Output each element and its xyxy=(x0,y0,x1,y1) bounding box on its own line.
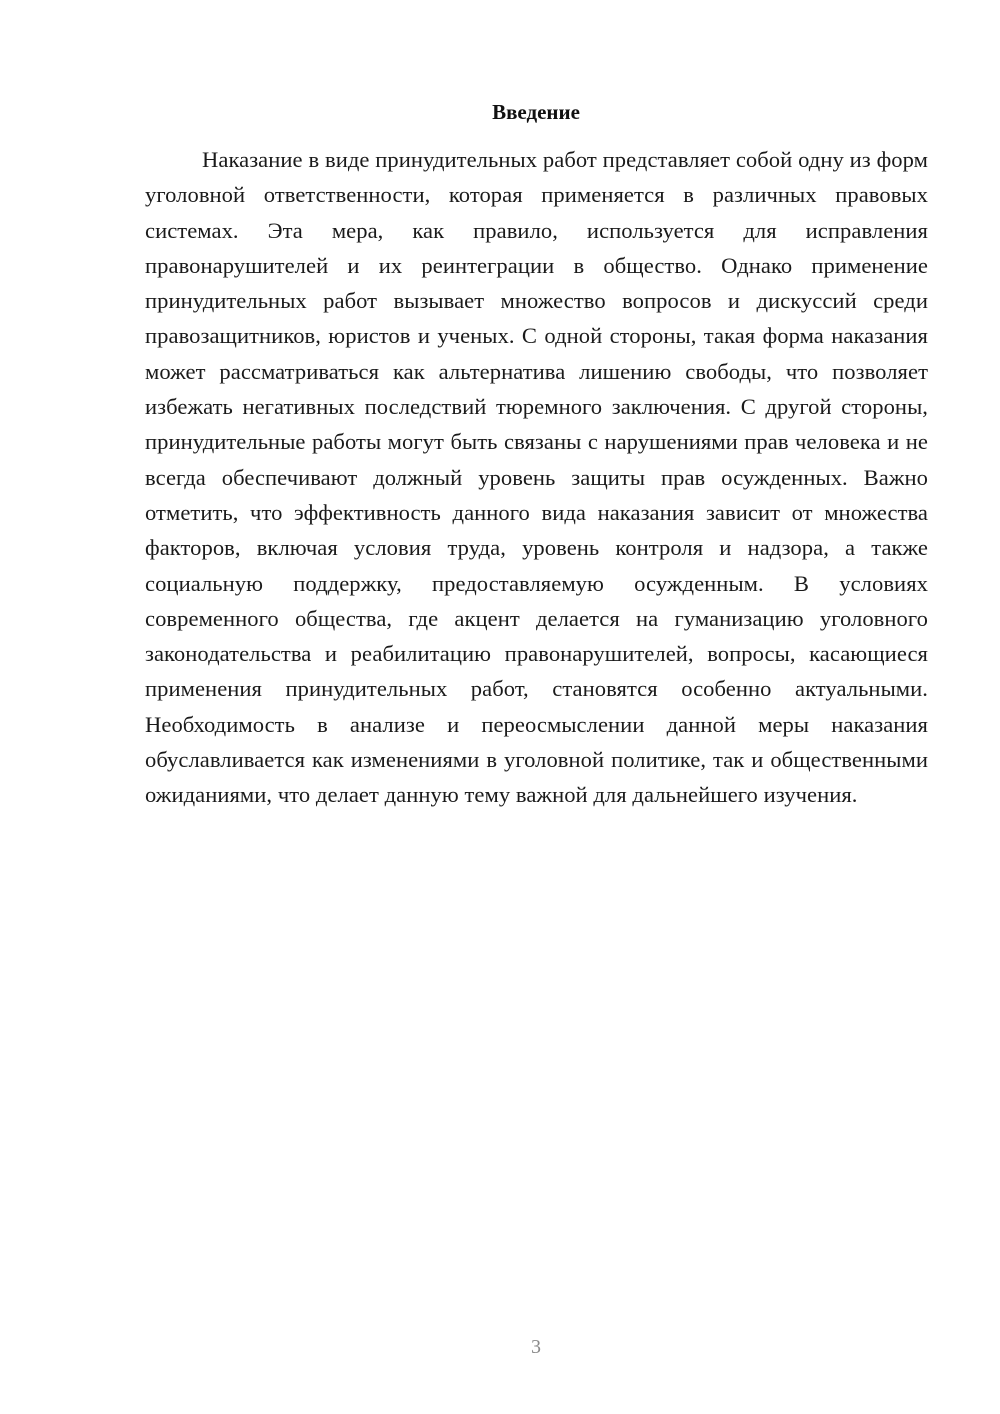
body-paragraph: Наказание в виде принудительных работ представляет собой одну из форм уголовной ответственности, которая применяется в различных правовых системах. Эта мера, как правило, используется для исправления правонарушителей и их реинтеграции в общество. Однако применение принудительных работ вызывает множество вопросов и дискуссий среди правозащитников, юристов и ученых. С одной стороны, такая форма наказания может рассматриваться как альтернатива лишению свободы, что позволяет избежать негативных последствий тюремного заключения. С другой стороны, принудительные работы могут быть связаны с нарушениями прав человека и не всегда обеспечивают должный уровень защиты прав осужденных. Важно отметить, что эффективность данного вида наказания зависит от множества факторов, включая условия труда, уровень контроля и надзора, а также социальную поддержку, предоставляемую осужденным. В условиях современного общества, где акцент делается на гуманизацию уголовного законодательства и реабилитацию правонарушителей, вопросы, касающиеся применения принудительных работ, становятся особенно актуальными. Необходимость в анализе и переосмыслении данной меры наказания обуславливается как изменениями в уголовной политике, так и общественными ожиданиями, что делает данную тему важной для дальнейшего изучения. xyxy=(145,147,928,808)
section-heading: Введение xyxy=(492,100,580,124)
page-number: 3 xyxy=(531,1336,541,1358)
